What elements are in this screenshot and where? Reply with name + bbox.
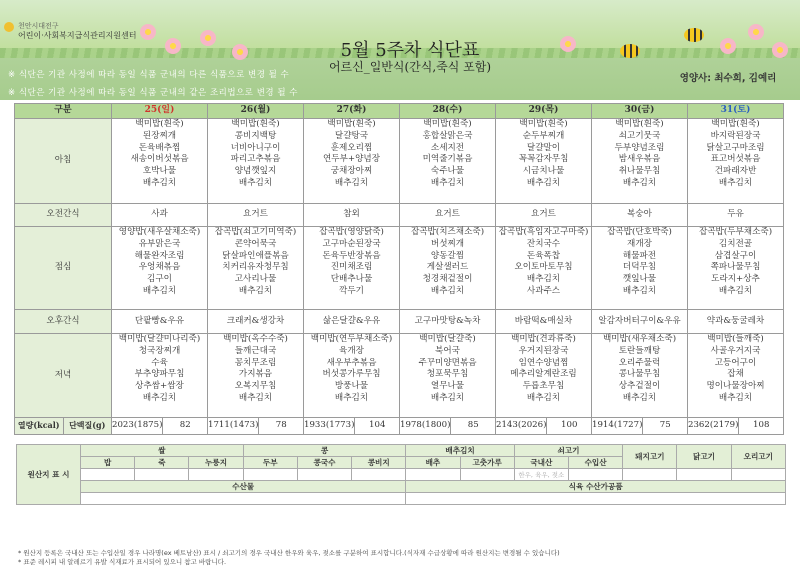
menu-cell xyxy=(400,119,496,204)
column-label: 구분 xyxy=(15,104,112,119)
flower-icon xyxy=(200,30,216,46)
menu-item: 연두부+양념장 xyxy=(322,154,380,165)
dietitian-credit: 영양사: 최수희, 김예리 xyxy=(679,73,777,84)
snack-cell: 단팥빵&우유 xyxy=(112,310,208,334)
menu-item: 훈제오리찜 xyxy=(330,142,373,153)
origin-sub: 콩비지 xyxy=(352,457,406,469)
menu-item: 소세지전 xyxy=(430,142,465,153)
seafood-value xyxy=(81,493,406,505)
menu-item: 콩비지백탕 xyxy=(234,130,277,141)
origin-value xyxy=(568,469,622,481)
protein-value: 82 xyxy=(162,418,207,434)
afternoon-snack-label: 오후간식 xyxy=(15,310,112,334)
menu-item: 파리고추볶음 xyxy=(230,154,281,165)
snack-cell: 요거트 xyxy=(400,204,496,227)
origin-value xyxy=(81,469,135,481)
menu-cell xyxy=(208,227,304,310)
menu-item: 돈육폭찹 xyxy=(526,250,561,261)
origin-sub: 국내산 xyxy=(514,457,568,469)
origin-chicken: 닭고기 xyxy=(677,445,731,469)
menu-item: 백미밥(흰죽) xyxy=(615,119,664,129)
breakfast-label: 아침 xyxy=(15,119,112,204)
menu-item: 상추겉절이 xyxy=(618,381,661,392)
menu-item: 백미밥(연두부채소죽) xyxy=(310,334,393,344)
menu-item: 고구마순된장국 xyxy=(322,238,381,249)
menu-item: 배추김치 xyxy=(334,177,369,188)
menu-item: 고사리나물 xyxy=(234,274,277,285)
menu-item: 배추김치 xyxy=(430,285,465,296)
snack-cell: 복숭아 xyxy=(592,204,688,227)
origin-pork: 돼지고기 xyxy=(623,445,677,469)
menu-item: 방풍나물 xyxy=(334,381,369,392)
menu-item: 잡채 xyxy=(727,369,744,380)
bee-icon xyxy=(620,44,640,58)
menu-cell xyxy=(688,227,784,310)
menu-cell xyxy=(112,227,208,310)
menu-item: 콩나물무침 xyxy=(618,369,661,380)
menu-item: 양념깻잎지 xyxy=(234,166,277,177)
snack-cell: 사과 xyxy=(112,204,208,227)
protein-value: 104 xyxy=(354,418,399,434)
menu-item: 고등어구이 xyxy=(714,357,757,368)
menu-item: 배추김치 xyxy=(238,285,273,296)
menu-item: 쇠고기뭇국 xyxy=(618,130,661,141)
day-sunday: 25(일) xyxy=(112,104,208,119)
flower-icon xyxy=(165,38,181,54)
menu-item: 삼겹살구이 xyxy=(714,250,757,261)
menu-item: 배추김치 xyxy=(718,392,753,403)
breakfast-row xyxy=(15,119,784,204)
protein-value: 75 xyxy=(642,418,687,434)
menu-item: 시금치나물 xyxy=(522,166,565,177)
menu-item: 버섯콩가루무침 xyxy=(322,369,381,380)
menu-item: 꼭꼭감자무침 xyxy=(518,154,569,165)
nutrition-cell xyxy=(400,418,496,435)
kcal-value: 1933(1773) xyxy=(304,420,355,431)
flower-icon xyxy=(720,38,736,54)
kcal-value: 1711(1473) xyxy=(208,420,259,431)
nutrition-label xyxy=(15,418,112,435)
nutrition-cell xyxy=(688,418,784,435)
protein-value: 85 xyxy=(450,418,495,434)
origin-value xyxy=(189,469,243,481)
origin-rice: 쌀 xyxy=(81,445,244,457)
day-saturday: 31(토) xyxy=(688,104,784,119)
menu-cell xyxy=(304,334,400,418)
menu-item: 수육 xyxy=(151,357,168,368)
menu-item: 백미밥(흰죽) xyxy=(423,119,472,129)
origin-table xyxy=(16,444,786,505)
origin-sub: 고춧가루 xyxy=(460,457,514,469)
protein-value: 78 xyxy=(258,418,303,434)
kcal-value: 2023(1875) xyxy=(112,420,163,431)
afternoon-snack-row xyxy=(15,310,784,334)
origin-sub: 배추 xyxy=(406,457,460,469)
notice-1: ※ 식단은 기관 사정에 따라 동일 식품 군내의 다른 식품으로 변경 될 수 xyxy=(8,70,290,80)
origin-value xyxy=(460,469,514,481)
menu-cell xyxy=(592,334,688,418)
logo-sun-icon xyxy=(4,22,14,32)
menu-item: 주꾸미양면볶음 xyxy=(418,357,477,368)
origin-sub: 죽 xyxy=(135,457,189,469)
nutrition-cell xyxy=(496,418,592,435)
flower-icon xyxy=(232,44,248,60)
menu-item: 오리주물럭 xyxy=(618,357,661,368)
menu-item: 배추김치 xyxy=(526,274,561,285)
menu-item: 콘약어묵국 xyxy=(234,238,277,249)
menu-item: 배추김치 xyxy=(526,177,561,188)
flower-icon xyxy=(748,24,764,40)
menu-item: 청포묵무침 xyxy=(426,369,469,380)
processed-value xyxy=(406,493,786,505)
origin-bean: 콩 xyxy=(243,445,406,457)
dinner-label: 저녁 xyxy=(15,334,112,418)
menu-item: 메추리알계란조림 xyxy=(510,369,577,380)
snack-cell: 바람떡&매실차 xyxy=(496,310,592,334)
menu-item: 우엉채볶음 xyxy=(138,262,181,273)
menu-item: 꽁치무조림 xyxy=(234,357,277,368)
menu-item: 청국장찌개 xyxy=(138,345,181,356)
menu-item: 궁채장아찌 xyxy=(330,166,373,177)
nutrition-cell xyxy=(208,418,304,435)
day-tuesday: 27(화) xyxy=(304,104,400,119)
menu-item: 깍두기 xyxy=(339,285,364,296)
origin-value xyxy=(352,469,406,481)
menu-item: 가지볶음 xyxy=(238,369,273,380)
origin-value xyxy=(677,469,731,481)
menu-cell xyxy=(496,334,592,418)
snack-cell: 삶은달걀&우유 xyxy=(304,310,400,334)
morning-snack-row xyxy=(15,204,784,227)
menu-cell xyxy=(592,119,688,204)
menu-item: 토란들깨탕 xyxy=(618,345,661,356)
protein-value: 108 xyxy=(738,418,783,434)
protein-label: 단백질(g) xyxy=(63,418,112,434)
nutrition-cell xyxy=(112,418,208,435)
menu-item: 표고버섯볶음 xyxy=(710,154,761,165)
menu-item: 백미밥(달걀죽) xyxy=(419,334,476,344)
snack-cell: 요거트 xyxy=(496,204,592,227)
menu-item: 해물파전 xyxy=(622,250,657,261)
menu-cell xyxy=(592,227,688,310)
menu-item: 잡곡밥(영양닭죽) xyxy=(319,227,384,237)
menu-item: 배추김치 xyxy=(718,285,753,296)
menu-item: 닭살고구마조림 xyxy=(706,142,765,153)
menu-item: 잡곡밥(흑임자고구마죽) xyxy=(498,227,589,237)
protein-value: 100 xyxy=(546,418,591,434)
snack-cell: 두유 xyxy=(688,204,784,227)
menu-item: 배추김치 xyxy=(430,392,465,403)
menu-item: 재개장 xyxy=(627,238,652,249)
menu-item: 배추김치 xyxy=(718,177,753,188)
menu-item: 배추김치 xyxy=(334,392,369,403)
menu-cell xyxy=(208,119,304,204)
origin-value xyxy=(135,469,189,481)
menu-item: 도라지+상추 xyxy=(711,274,760,285)
snack-cell: 요거트 xyxy=(208,204,304,227)
menu-item: 배추김치 xyxy=(238,392,273,403)
menu-item: 백미밥(달걀미나리죽) xyxy=(118,334,201,344)
flower-icon xyxy=(772,42,788,58)
menu-item: 우거지된장국 xyxy=(518,345,569,356)
origin-value xyxy=(731,469,785,481)
menu-item: 양동갈찜 xyxy=(430,250,465,261)
menu-item: 잡곡밥(단호박죽) xyxy=(607,227,672,237)
flower-icon xyxy=(140,24,156,40)
menu-item: 잡곡밥(두부채소죽) xyxy=(698,227,773,237)
origin-beef: 쇠고기 xyxy=(514,445,622,457)
menu-item: 청경채겉절이 xyxy=(422,274,473,285)
menu-item: 잔치국수 xyxy=(526,238,561,249)
menu-item: 미역줄기볶음 xyxy=(422,154,473,165)
day-thursday: 29(목) xyxy=(496,104,592,119)
menu-item: 백미밥(흰죽) xyxy=(711,119,760,129)
menu-cell xyxy=(208,334,304,418)
kcal-value: 1914(1727) xyxy=(592,420,643,431)
day-header-row xyxy=(15,104,784,119)
menu-item: 닭살파인애플볶음 xyxy=(222,250,289,261)
menu-item: 백미밥(옥수수죽) xyxy=(223,334,288,344)
nutrition-cell xyxy=(304,418,400,435)
snack-cell: 알감자버터구이&우유 xyxy=(592,310,688,334)
menu-item: 치커리유자청무침 xyxy=(222,262,289,273)
snack-cell: 참외 xyxy=(304,204,400,227)
menu-item: 영양밥(새우살채소죽) xyxy=(118,227,201,237)
menu-item: 사골우거지국 xyxy=(710,345,761,356)
footnote-1: * 원산지 등록은 국내산 또는 수입산일 경우 나라명(ex 베트남산) 표시 / 쇠고기의 경우 국내산 한우와 육우, 젖소를 구분하여 표시합니다.(식자재 수급상황에 따라 원산지는 변경될 수 있습니다) xyxy=(18,549,560,557)
beef-domestic-note: 한우, 육우, 젖소 xyxy=(514,469,568,481)
menu-item: 바지락된장국 xyxy=(710,130,761,141)
menu-item: 김치전골 xyxy=(718,238,753,249)
lunch-label: 점심 xyxy=(15,227,112,310)
page-title: 5월 5주차 식단표 xyxy=(340,40,480,61)
menu-item: 잡곡밥(치즈채소죽) xyxy=(410,227,485,237)
origin-value xyxy=(243,469,297,481)
menu-item: 배추김치 xyxy=(526,392,561,403)
menu-item: 건파래자반 xyxy=(714,166,757,177)
menu-item: 달걀탕국 xyxy=(334,130,369,141)
menu-item: 순두부찌개 xyxy=(522,130,565,141)
page-subtitle: 어르신_일반식(간식,죽식 포함) xyxy=(328,60,492,74)
menu-cell xyxy=(304,119,400,204)
menu-item: 백미밥(흰죽) xyxy=(519,119,568,129)
menu-item: 너비아니구이 xyxy=(230,142,281,153)
morning-snack-label: 오전간식 xyxy=(15,204,112,227)
kcal-value: 1978(1800) xyxy=(400,420,451,431)
menu-cell xyxy=(112,119,208,204)
menu-item: 백미밥(새우채소죽) xyxy=(602,334,677,344)
kcal-value: 2143(2026) xyxy=(496,420,547,431)
origin-duck: 오리고기 xyxy=(731,445,785,469)
origin-label: 원산지 표 시 xyxy=(17,445,81,505)
menu-item: 배추김치 xyxy=(622,392,657,403)
menu-item: 게살샐러드 xyxy=(426,262,469,273)
menu-item: 취나물무침 xyxy=(618,166,661,177)
menu-item: 쪽파나물무침 xyxy=(710,262,761,273)
menu-item: 백미밥(흰죽) xyxy=(135,119,184,129)
menu-cell xyxy=(688,334,784,418)
menu-item: 백미밥(견과류죽) xyxy=(511,334,576,344)
menu-cell xyxy=(496,119,592,204)
menu-cell xyxy=(304,227,400,310)
menu-table xyxy=(14,103,784,435)
menu-item: 두릅초무침 xyxy=(522,381,565,392)
menu-item: 새우부추볶음 xyxy=(326,357,377,368)
menu-item: 부추양파무침 xyxy=(134,369,185,380)
menu-item: 임연수양념찜 xyxy=(518,357,569,368)
menu-cell xyxy=(400,227,496,310)
menu-item: 숙주나물 xyxy=(430,166,465,177)
notice-2: ※ 식단은 기관 사정에 따라 동일 식품 군내의 같은 조리법으로 변경 될 수 xyxy=(8,88,298,98)
menu-item: 오이토마토무침 xyxy=(514,262,573,273)
menu-item: 사과주스 xyxy=(526,285,561,296)
origin-sub: 밥 xyxy=(81,457,135,469)
menu-item: 배추김치 xyxy=(622,285,657,296)
nutrition-cell xyxy=(592,418,688,435)
bee-icon xyxy=(684,28,704,42)
header-banner xyxy=(0,0,800,100)
menu-item: 백미밥(들깨죽) xyxy=(707,334,764,344)
menu-item: 육개장 xyxy=(339,345,364,356)
menu-item: 된장찌개 xyxy=(142,130,177,141)
nutrition-row xyxy=(15,418,784,435)
menu-item: 김구이 xyxy=(147,274,172,285)
snack-cell: 약과&둥굴레차 xyxy=(688,310,784,334)
day-friday: 30(금) xyxy=(592,104,688,119)
menu-item: 새송이버섯볶음 xyxy=(130,154,189,165)
menu-item: 해물완자조림 xyxy=(134,250,185,261)
menu-item: 배추김치 xyxy=(142,177,177,188)
menu-item: 잡곡밥(쇠고기미역죽) xyxy=(214,227,297,237)
menu-item: 배추김치 xyxy=(142,392,177,403)
menu-item: 북어국 xyxy=(435,345,460,356)
menu-item: 돈육배추찜 xyxy=(138,142,181,153)
menu-cell xyxy=(496,227,592,310)
menu-item: 단배추나물 xyxy=(330,274,373,285)
menu-item: 배추김치 xyxy=(142,285,177,296)
origin-sub: 수입산 xyxy=(568,457,622,469)
origin-sub: 콩국수 xyxy=(297,457,351,469)
menu-item: 배추김치 xyxy=(622,177,657,188)
menu-item: 배추김치 xyxy=(430,177,465,188)
menu-item: 백미밥(흰죽) xyxy=(327,119,376,129)
flower-icon xyxy=(560,36,576,52)
menu-item: 밤새우볶음 xyxy=(618,154,661,165)
kcal-value: 2362(2179) xyxy=(688,420,739,431)
menu-cell xyxy=(112,334,208,418)
menu-item: 돈육두반장볶음 xyxy=(322,250,381,261)
menu-item: 상추쌈+쌈장 xyxy=(135,381,184,392)
menu-cell xyxy=(400,334,496,418)
dinner-row xyxy=(15,334,784,418)
menu-item: 오복지무침 xyxy=(234,381,277,392)
origin-seafood: 수산물 xyxy=(81,481,406,493)
day-monday: 26(월) xyxy=(208,104,304,119)
menu-item: 호박나물 xyxy=(142,166,177,177)
origin-sub: 두부 xyxy=(243,457,297,469)
day-wednesday: 28(수) xyxy=(400,104,496,119)
kcal-label: 열량(kcal) xyxy=(17,420,60,431)
menu-item: 홍합살맑은국 xyxy=(422,130,473,141)
origin-value xyxy=(406,469,460,481)
menu-item: 달걀말이 xyxy=(526,142,561,153)
menu-item: 버섯찌개 xyxy=(430,238,465,249)
menu-item: 들깨근대국 xyxy=(234,345,277,356)
origin-sub: 누룽지 xyxy=(189,457,243,469)
origin-value xyxy=(623,469,677,481)
menu-item: 배추김치 xyxy=(238,177,273,188)
menu-item: 진미채조림 xyxy=(330,262,373,273)
origin-value xyxy=(297,469,351,481)
origin-processed: 식육 수산가공품 xyxy=(406,481,786,493)
origin-kimchi: 배추김치 xyxy=(406,445,514,457)
snack-cell: 고구마맛탕&녹차 xyxy=(400,310,496,334)
menu-item: 더덕무침 xyxy=(622,262,657,273)
logo-line1: 천안시대전구 xyxy=(18,22,59,30)
menu-cell xyxy=(688,119,784,204)
logo-line2: 어린이·사회복지급식관리지원센터 xyxy=(18,31,137,40)
lunch-row xyxy=(15,227,784,310)
menu-item: 명이나물장아찌 xyxy=(706,381,765,392)
menu-item: 열무나물 xyxy=(430,381,465,392)
menu-item: 백미밥(흰죽) xyxy=(231,119,280,129)
footnote-2: * 표준 레시피 내 알레르기 유발 식재료가 표시되어 있으니 참고 바랍니다. xyxy=(18,558,227,566)
menu-item: 두부양념조림 xyxy=(614,142,665,153)
snack-cell: 크래커&생강차 xyxy=(208,310,304,334)
center-logo xyxy=(8,22,136,40)
menu-item: 유부맑은국 xyxy=(138,238,181,249)
menu-item: 깻잎나물 xyxy=(622,274,657,285)
